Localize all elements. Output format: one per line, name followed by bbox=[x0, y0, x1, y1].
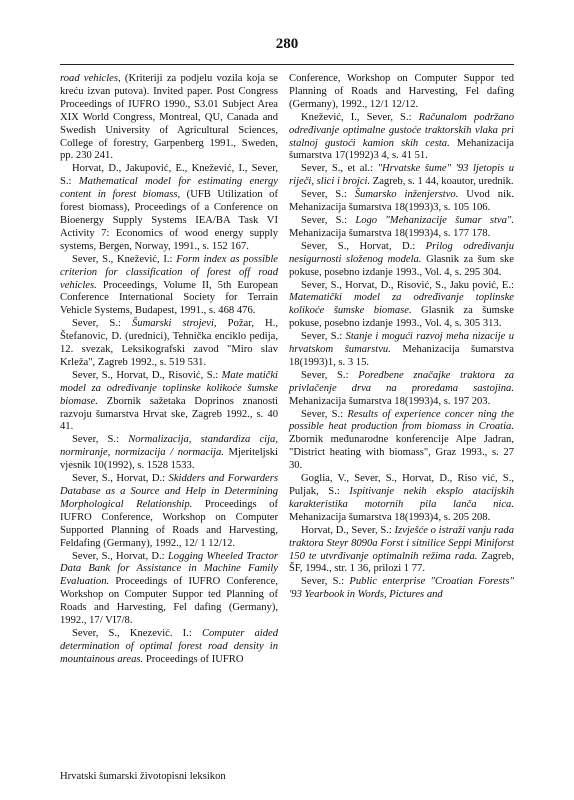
reference-authors: Sever, S., Horvat, D., Risović, S., Jaku pović, E.: bbox=[301, 279, 514, 291]
reference-title: Public enterprise "Croatian Forests" '93 Yearbook in Words, Pictures and bbox=[289, 576, 514, 601]
reference-authors: Sever, S., Knezević. I.: bbox=[72, 627, 202, 639]
reference-authors: Sever, S.: bbox=[301, 576, 350, 588]
reference-entry bbox=[289, 370, 514, 409]
reference-authors: Sever, S., Horvat, D.: bbox=[301, 240, 426, 252]
reference-entry bbox=[289, 163, 514, 189]
reference-authors: Sever, S., Knežević, I.: bbox=[72, 253, 177, 265]
reference-entry bbox=[60, 163, 278, 253]
reference-authors: Sever, S.: bbox=[72, 434, 129, 446]
reference-details: (Kriteriji za podjelu vozila koja se kreću izvan putova). Invited paper. Post Congress Proceedings of IUFRO 1990., S3.01 Subject Area XIX World Congress, Montreal, QU, Canada and Swedish University of Agricultural Sciences, College of forestry, Garpenberg 1991., Sweden, pp. 230 241. bbox=[60, 73, 279, 162]
reference-details: Mehanizacija šumarstva 17(1992)3 4, s. 41 51. bbox=[289, 137, 514, 162]
reference-title: Computer aided determination of optimal forest road density in mountainous areas. bbox=[60, 627, 279, 665]
reference-entry bbox=[289, 331, 514, 370]
reference-title: Normalizacija, standardiza cija, normiranje, normizacija / normacija. bbox=[60, 434, 278, 459]
reference-details: Uvod nik. Mehanizacija šumarstva 18(1993)3, s. 105 106. bbox=[289, 189, 514, 214]
reference-authors: Horvat, D., Sever, S.: bbox=[301, 524, 395, 536]
reference-authors: Sever, S.: bbox=[301, 189, 355, 201]
reference-details: Proceedings of IUFRO Conference, Workshop on Computer Supported Planning of Roads and Harvesting, Feldafing (Germany), 1992., 12/ 1 12/12. bbox=[60, 498, 278, 549]
reference-title: Form index as possible criterion for classification of forest off road vehicles. bbox=[60, 253, 279, 291]
reference-title: Prilog određivanju nesigurnosti složenog modela. bbox=[289, 240, 515, 265]
reference-authors: Sever, S.: bbox=[301, 331, 346, 343]
reference-title: Izvješće o istraži vanju rada traktora Steyr 8090a Forst i sitnilice Seppi Miniforst 150 te utvrđivanje optimalnih režima rada. bbox=[289, 524, 514, 562]
reference-authors: Sever, S.: bbox=[301, 214, 356, 226]
left-column bbox=[60, 73, 278, 667]
reference-details: Mehanizacija šumarstva 18(1993)4, s. 205 208. bbox=[289, 511, 491, 523]
reference-title: Računalom podržano određivanje optimalne gustoće traktorskih vlaka pri stalnoj gustoći kamion skih cesta. bbox=[289, 111, 515, 149]
reference-entry bbox=[60, 473, 278, 550]
reference-details: Conference, Workshop on Computer Suppor ted Planning of Roads and Harvesting, Fel dafing (Germany), 1992., 12/1 12/12. bbox=[289, 73, 514, 110]
page-number: 280 bbox=[275, 36, 299, 52]
reference-authors: Sever, S., Horvat, D., Risović, S.: bbox=[72, 369, 222, 381]
reference-entry bbox=[289, 473, 514, 525]
reference-authors: Sever, S., Horvat, D.: bbox=[72, 473, 169, 485]
reference-title: Logging Wheeled Tractor Data Bank for Assistance in Machine Family Evaluation. bbox=[60, 550, 278, 588]
reference-authors: Sever, S.: bbox=[301, 408, 348, 420]
footer-text: Hrvatski šumarski životopisni leksikon bbox=[60, 771, 226, 782]
reference-entry bbox=[60, 254, 278, 319]
reference-details: Zagreb, s. 1 44, koautor, urednik. bbox=[370, 176, 514, 188]
reference-entry bbox=[289, 409, 514, 474]
reference-title: Logo "Mehanizacije šumar stva". bbox=[355, 214, 514, 226]
reference-title: Šumarski strojevi, bbox=[132, 318, 217, 330]
reference-details: Proceedings of IUFRO bbox=[143, 653, 244, 665]
reference-title: Poredbene značajke traktora za privlačenje drva na proredama sastojina. bbox=[289, 369, 514, 394]
reference-title: road vehicles, bbox=[60, 73, 121, 84]
reference-details: Mehanizacija šumarstva 18(1993)4, s. 197 203. bbox=[289, 395, 491, 407]
right-column bbox=[289, 73, 514, 602]
reference-entry bbox=[289, 73, 514, 112]
reference-entry bbox=[60, 551, 278, 628]
reference-entry bbox=[60, 434, 278, 473]
reference-title: Matematički model za određivanje toplinske kolikoće šumske biomase. bbox=[289, 292, 514, 317]
reference-authors: Sever, S.: bbox=[72, 318, 132, 330]
reference-entry bbox=[60, 318, 278, 370]
reference-details: Glasnik za šumske pokuse, posebno izdanje 1993., Vol. 4, s. 305 313. bbox=[289, 305, 515, 330]
reference-entry bbox=[60, 370, 278, 435]
reference-entry bbox=[289, 576, 514, 602]
reference-authors: Goglia, V., Sever, S., Horvat, D., Riso vić, S., Puljak, S.: bbox=[289, 473, 514, 497]
reference-authors: Sever, S.: bbox=[301, 369, 359, 381]
reference-entry bbox=[60, 628, 278, 667]
reference-entry bbox=[289, 215, 514, 241]
reference-details: Mehanizacija šumarstva 18(1993)1, s. 3 15. bbox=[289, 344, 514, 368]
reference-details: Zagreb, ŠF, 1994., str. 1 36, prilozi 1 77. bbox=[289, 550, 514, 575]
reference-entry bbox=[289, 189, 514, 215]
reference-title: Mate matički model za određivanje toplinske kolikoće šumske biomase. bbox=[60, 369, 278, 407]
reference-entry bbox=[289, 112, 514, 164]
reference-title: Stanje i mogući razvoj meha nizacije u hrvatskom šumarstvu. bbox=[289, 331, 514, 356]
reference-details: (UFB Utilization of forest biomass), Proceedings of a Conference on Bioenergy Supply Systems IEA/BA Task VI Activity 7: Economics of wood energy supply systems, Bergen, Norway, 1991., s. 152 167. bbox=[60, 189, 279, 252]
header-rule bbox=[60, 64, 514, 65]
reference-details: Proceedings of IUFRO Conference, Workshop on Computer Suppor ted Planning of Roads and Harvesting, Fel dafing (Germany), 1992., 17/ VI7/8. bbox=[60, 576, 278, 627]
reference-authors: Sever, S., Horvat, D.: bbox=[72, 550, 168, 562]
reference-entry bbox=[289, 280, 514, 332]
reference-title: Ispitivanje nekih eksplo atacijskih karakteristika motornih pila lanča nica. bbox=[289, 486, 514, 510]
reference-details: Zbornik međunarodne konferencije Alpe Jadran, "District heating with biomass", Graz 1993., s. 27 30. bbox=[289, 434, 514, 472]
reference-title: Mathematical model for estimating energy content in forest biomass, bbox=[60, 176, 278, 201]
reference-title: Skidders and Forwarders Database as a Source and Help in Determining Morphological Relationship. bbox=[60, 473, 278, 510]
reference-details: Požar, H., Štefanovic, D. (urednici), Tehnička enciklo pedija, 12. svezak, Leksikografski zavod "Miro slav Krleža", Zagreb 1992., s. 519 531. bbox=[60, 318, 278, 368]
reference-entry bbox=[289, 525, 514, 577]
reference-title: Results of experience concer ning the possible heat production from biomass in Croatia. bbox=[289, 408, 514, 433]
reference-details: Mjeriteljski vjesnik 10(1992), s. 1528 1533. bbox=[60, 447, 278, 472]
reference-authors: Sever, S., et al.: bbox=[301, 163, 378, 175]
reference-details: Mehanizacija šumarstva 18(1993)4, s. 177 178. bbox=[289, 227, 491, 239]
reference-authors: Horvat, D., Jakupović, E., Knežević, I., Sever, S.: bbox=[60, 163, 278, 188]
reference-entry bbox=[289, 241, 514, 280]
reference-details: Zbornik sažetaka Doprinos znanosti razvoju šumarstva Hrvat ske, Zagreb 1992., s. 40 41. bbox=[60, 395, 278, 433]
reference-title: "Hrvatske šume" '93 ljetopis u riječi, slici i brojci. bbox=[289, 163, 514, 188]
reference-details: Glasnik za šum ske pokuse, posebno izdanje 1993., Vol. 4, s. 295 304. bbox=[289, 253, 514, 278]
reference-details: Proceedings, Volume II, 5th European Conference International Society for Terrain Vehicle Systems, Budapest, 1991., s. 468 476. bbox=[60, 279, 278, 317]
reference-entry bbox=[60, 73, 278, 163]
reference-title: Šumarsko inženjerstvo. bbox=[354, 189, 459, 201]
reference-authors: Knežević, I., Sever, S.: bbox=[301, 111, 419, 123]
